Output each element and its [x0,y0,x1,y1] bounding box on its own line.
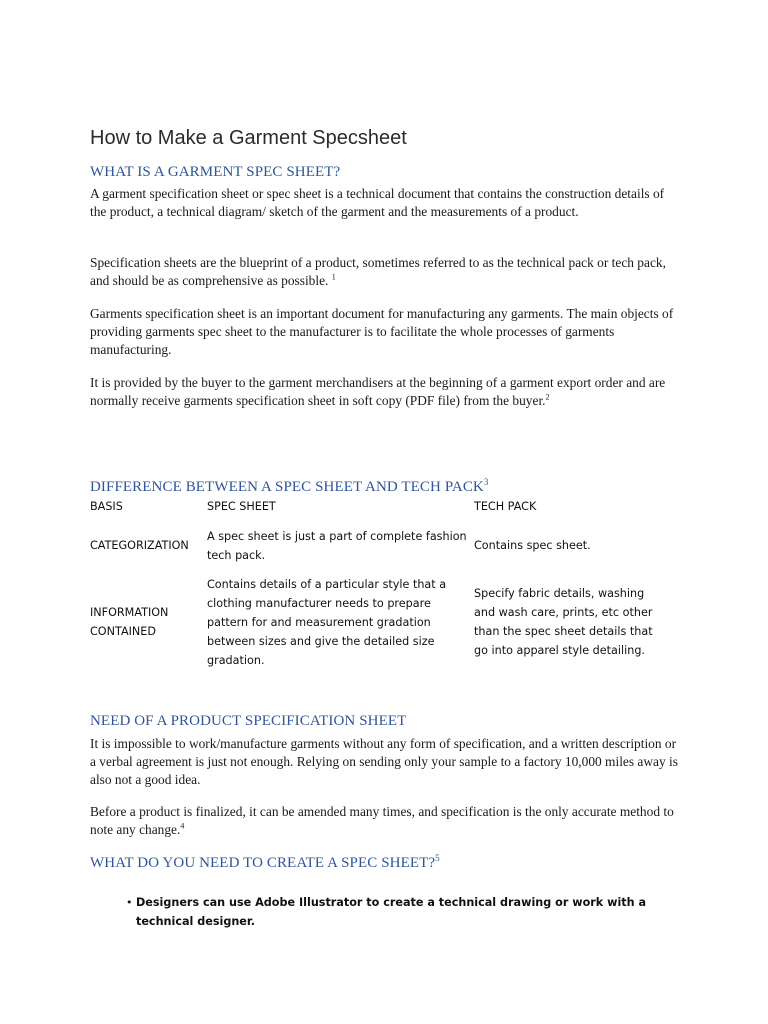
footnote-ref[interactable]: 3 [483,477,489,487]
bullet-text: Designers can use Adobe Illustrator to create a technical drawing or work with a technical designer. [136,896,647,928]
paragraph: Garments specification sheet is an important document for manufacturing any garments. The main objects of providing garments spec sheet to the manufacturer is to facilitate the whole processes of garments manufacturing. [90,306,674,357]
paragraph [90,803,682,839]
paragraph: It is impossible to work/manufacture garments without any form of specification, and a written description or a verbal agreement is just not enough. Relying on sending only your sample to a factory 10,000 miles away is also not a good idea. [90,736,678,787]
section-heading-difference [90,477,488,496]
table-cell: CATEGORIZATION [90,539,189,552]
paragraph-text: Specification sheets are the blueprint of a product, sometimes referred to as the technical pack or tech pack, and should be as comprehensive as possible. [90,255,666,288]
footnote-ref[interactable]: 1 [331,272,336,282]
footnote-ref[interactable]: 4 [180,821,185,831]
section-heading-what-is: WHAT IS A GARMENT SPEC SHEET? [90,164,341,180]
table-header-spec-sheet: SPEC SHEET [207,500,276,513]
section-heading-create [90,853,440,872]
footnote-ref[interactable]: 2 [545,392,550,402]
paragraph-text: Before a product is finalized, it can be amended many times, and specification is the only accurate method to note any change. [90,804,674,837]
bullet-icon: • [126,896,133,909]
table-header-basis: BASIS [90,500,123,513]
paragraph-text: It is provided by the buyer to the garment merchandisers at the beginning of a garment export order and are normally receive garments specification sheet in soft copy (PDF file) from the buyer. [90,375,666,408]
section-heading-need: NEED OF A PRODUCT SPECIFICATION SHEET [90,713,407,729]
section-heading-text: WHAT DO YOU NEED TO CREATE A SPEC SHEET? [90,855,436,871]
table-header-tech-pack: TECH PACK [474,500,537,513]
paragraph [90,254,682,290]
paragraph: A garment specification sheet or spec sheet is a technical document that contains the construction details of the product, a technical diagram/ sketch of the garment and the measurements of a product. [90,186,665,219]
table-cell: Contains spec sheet. [474,539,591,552]
table-cell: Contains details of a particular style that a clothing manufacturer needs to prepare pattern for and measurement gradation between sizes and give the detailed size gradation. [207,578,447,667]
table-cell: INFORMATION CONTAINED [90,606,169,638]
section-heading-text: DIFFERENCE BETWEEN A SPEC SHEET AND TECH PACK [90,479,484,495]
table-cell: Specify fabric details, washing and wash care, prints, etc other than the spec sheet details that go into apparel style detailing. [474,587,653,657]
document-title: How to Make a Garment Specsheet [90,127,407,149]
paragraph [90,374,682,410]
footnote-ref[interactable]: 5 [435,853,440,863]
table-cell: A spec sheet is just a part of complete fashion tech pack. [207,530,467,562]
